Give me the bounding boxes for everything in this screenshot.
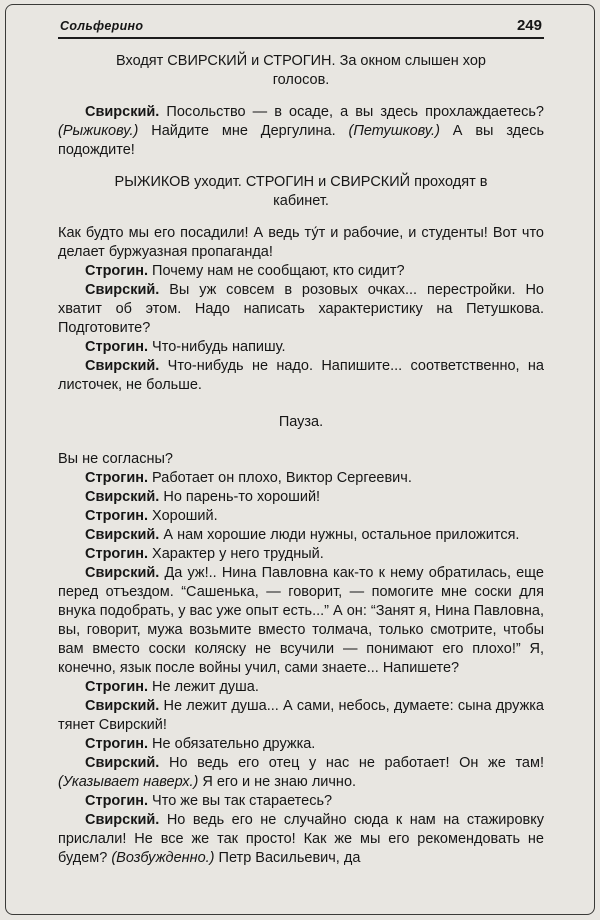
speaker-name: Строгин. — [85, 263, 149, 279]
dialogue-paragraph — [58, 564, 544, 678]
speaker-name: Строгин. — [85, 679, 149, 695]
dialogue-text: Найдите мне Дергулина. — [138, 123, 349, 139]
inline-stage-direction: (Петушкову.) — [348, 123, 440, 139]
dialogue-text: Посольство — в осаде, а вы здесь прохлаждаетесь? — [159, 104, 544, 120]
speaker-name: Свирский. — [85, 565, 160, 581]
speaker-name: Свирский. — [85, 755, 160, 771]
speaker-name: Свирский. — [85, 489, 160, 505]
dialogue-paragraph — [58, 357, 544, 395]
dialogue-text: Не обязательно дружка. — [148, 736, 316, 752]
dialogue-paragraph — [58, 735, 544, 754]
inline-stage-direction: (Указывает наверх.) — [58, 774, 199, 790]
page-header — [58, 13, 544, 39]
dialogue-paragraph — [58, 697, 544, 735]
dialogue-text: Не лежит душа. — [148, 679, 259, 695]
dialogue-paragraph — [58, 507, 544, 526]
dialogue-paragraph — [58, 103, 544, 160]
speaker-name: Свирский. — [85, 527, 160, 543]
page-body — [58, 52, 544, 868]
dialogue-text: РЫЖИКОВ уходит. СТРОГИН и СВИРСКИЙ проходят в кабинет. — [114, 174, 488, 209]
dialogue-paragraph — [58, 526, 544, 545]
dialogue-text: Работает он плохо, Виктор Сергеевич. — [148, 470, 412, 486]
dialogue-paragraph — [58, 262, 544, 281]
speaker-name: Строгин. — [85, 470, 149, 486]
dialogue-text: А вы здесь подождите! — [58, 123, 544, 158]
dialogue-text: Но ведь его не случайно сюда к нам на стажировку прислали! Не все же так просто! Как же мы его рекомендовать не будем? — [58, 812, 544, 866]
dialogue-paragraph — [58, 224, 544, 262]
speaker-name: Свирский. — [85, 282, 160, 298]
speaker-name: Строгин. — [85, 508, 149, 524]
dialogue-text: Почему нам не сообщают, кто сидит? — [148, 263, 405, 279]
dialogue-paragraph — [58, 754, 544, 792]
dialogue-text: Вы уж совсем в розовых очках... перестройки. Но хватит об этом. Надо написать характеристику на Петушкова. Подготовите? — [58, 282, 544, 336]
dialogue-paragraph — [58, 545, 544, 564]
book-page — [5, 4, 595, 915]
dialogue-text: Что же вы так стараетесь? — [148, 793, 333, 809]
dialogue-text: Не лежит душа... А сами, небось, думаете: сына дружка тянет Свирский! — [58, 698, 544, 733]
speaker-name: Свирский. — [85, 698, 160, 714]
dialogue-text: Что-нибудь не надо. Напишите... соответственно, на листочек, не больше. — [58, 358, 544, 393]
speaker-name: Свирский. — [85, 104, 160, 120]
speaker-name: Свирский. — [85, 812, 160, 828]
dialogue-text: А нам хорошие люди нужны, остальное приложится. — [159, 527, 520, 543]
dialogue-paragraph — [58, 450, 544, 469]
dialogue-text: Я его и не знаю лично. — [198, 774, 357, 790]
dialogue-text: Что-нибудь напишу. — [148, 339, 286, 355]
stage-direction — [100, 173, 502, 211]
speaker-name: Свирский. — [85, 358, 160, 374]
dialogue-paragraph — [58, 469, 544, 488]
dialogue-text: Петр Васильевич, да — [214, 850, 361, 866]
dialogue-paragraph — [58, 338, 544, 357]
dialogue-text: Да уж!.. Нина Павловна как-то к нему обратилась, еще перед отъездом. “Сашенька, — говорит, — помогите мне соски для внука подобрать, у вас уже опыт есть...” А он: “Занят я, Нина Павловна, вы, говорит, мужа возьмите вместо толмача, только смотрите, чтобы вам вместо соски коляску не всучили — понимают его плохо!” Я, конечно, язык после войны учил, сами знаете... Напишете? — [58, 565, 544, 676]
dialogue-paragraph — [58, 678, 544, 697]
dialogue-paragraph — [58, 811, 544, 868]
dialogue-text: Как будто мы его посадили! А ведь ту́т и рабочие, и студенты! Вот что делает буржуазная пропаганда! — [58, 225, 544, 260]
dialogue-text: Пауза. — [278, 414, 324, 430]
inline-stage-direction: (Возбужденно.) — [111, 850, 215, 866]
dialogue-text: Хороший. — [148, 508, 218, 524]
dialogue-text: Входят СВИРСКИЙ и СТРОГИН. За окном слышен хор голосов. — [115, 53, 486, 88]
speaker-name: Строгин. — [85, 546, 149, 562]
inline-stage-direction: (Рыжикову.) — [58, 123, 139, 139]
stage-direction — [100, 52, 502, 90]
dialogue-text: Но парень-то хороший! — [159, 489, 321, 505]
dialogue-text: Но ведь его отец у нас не работает! Он же там! — [159, 755, 544, 771]
dialogue-text: Вы не согласны? — [58, 451, 173, 467]
page-number: 249 — [516, 17, 542, 34]
dialogue-paragraph — [58, 281, 544, 338]
stage-direction — [100, 413, 502, 432]
speaker-name: Строгин. — [85, 736, 149, 752]
dialogue-paragraph — [58, 792, 544, 811]
dialogue-text: Характер у него трудный. — [148, 546, 324, 562]
running-title: Сольферино — [60, 19, 144, 33]
speaker-name: Строгин. — [85, 793, 149, 809]
dialogue-paragraph — [58, 488, 544, 507]
speaker-name: Строгин. — [85, 339, 149, 355]
